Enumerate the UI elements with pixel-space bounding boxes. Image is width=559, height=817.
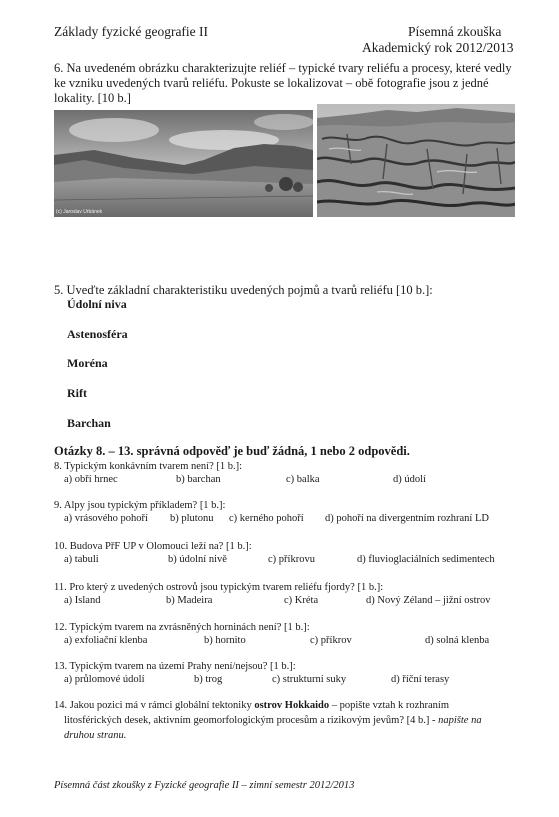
- q14-line-3: druhou stranu.: [64, 730, 127, 741]
- q13-option-c: c) strukturní suky: [272, 674, 347, 685]
- q10-option-d: d) fluvioglaciálních sedimentech: [357, 554, 495, 565]
- q14-line-2: [64, 715, 482, 726]
- header-course-title: Základy fyzické geografie II: [54, 24, 209, 39]
- q10-option-b: b) údolní nivě: [168, 554, 227, 565]
- q9-option-b: b) plutonu: [170, 513, 214, 524]
- q14-line-1: [54, 700, 449, 711]
- photo-credit: (c) Jaroslav Urbánek: [56, 209, 103, 215]
- page-footer: Písemná část zkoušky z Fyzické geografie II – zimní semestr 2012/2013: [54, 780, 355, 791]
- landscape-photo: [54, 110, 313, 217]
- q6-line-2: ke vzniku uvedených tvarů reliéfu. Pokuste se lokalizovat – obě fotografie jsou z jedné: [54, 76, 489, 90]
- section-heading: Otázky 8. – 13. správná odpověď je buď žádná, 1 nebo 2 odpovědi.: [54, 444, 410, 458]
- q11-option-a: a) Island: [64, 595, 101, 606]
- q11-option-b: b) Madeira: [166, 595, 213, 606]
- q10-option-c: c) příkrovu: [268, 554, 315, 565]
- q8-option-b: b) barchan: [176, 474, 221, 485]
- term-rift: Rift: [67, 386, 87, 400]
- header-academic-year: Akademický rok 2012/2013: [362, 40, 514, 55]
- q9-option-d: d) pohoří na divergentním rozhraní LD: [325, 513, 489, 524]
- q9-option-a: a) vrásového pohoří: [64, 513, 148, 524]
- header-exam-type: Písemná zkouška: [408, 24, 502, 39]
- q5-text: 5. Uveďte základní charakteristiku uvedených pojmů a tvarů reliéfu [10 b.]:: [54, 283, 433, 297]
- q14-hokkaido: ostrov Hokkaido: [254, 700, 330, 711]
- q11-text: 11. Pro který z uvedených ostrovů jsou typickým tvarem reliéfu fjordy? [1 b.]:: [54, 582, 384, 593]
- q12-option-a: a) exfoliační klenba: [64, 635, 148, 646]
- q10-text: 10. Budova PřF UP v Olomouci leží na? [1 b.]:: [54, 541, 252, 552]
- q8-text: 8. Typickým konkávním tvarem není? [1 b.]:: [54, 461, 243, 472]
- q11-option-d: d) Nový Zéland – jižní ostrov: [366, 595, 491, 606]
- q12-option-d: d) solná klenba: [425, 635, 490, 646]
- q9-text: 9. Alpy jsou typickým příkladem? [1 b.]:: [54, 500, 226, 511]
- q9-option-c: c) kerného pohoří: [229, 513, 304, 524]
- q6-line-3: lokality. [10 b.]: [54, 91, 131, 105]
- q10-option-a: a) tabuli: [64, 554, 99, 565]
- q8-option-c: c) balka: [286, 474, 320, 485]
- q14-instruction: napište na: [438, 715, 482, 726]
- term-barchan: Barchan: [67, 416, 111, 430]
- term-udolni-niva: Údolní niva: [67, 297, 127, 311]
- q13-text: 13. Typickým tvarem na území Prahy není/nejsou? [1 b.]:: [54, 661, 296, 672]
- q12-text: 12. Typickým tvarem na zvrásněných horninách není? [1 b.]:: [54, 622, 310, 633]
- q8-option-a: a) obří hrnec: [64, 474, 118, 485]
- term-morena: Moréna: [67, 356, 108, 370]
- term-astenosfera: Astenosféra: [67, 327, 128, 341]
- q14-line-2-start: litosférických desek, aktivním geomorfologickým procesům a rizikovým jevům? [4 b.] -: [64, 715, 439, 726]
- q8-option-d: d) údolí: [393, 474, 426, 485]
- q6-line-1: 6. Na uvedeném obrázku charakterizujte reliéf – typické tvary reliéfu a procesy, které vedly: [54, 61, 512, 75]
- karst-rock-photo: [317, 104, 515, 217]
- q14-line-1-start: 14. Jakou pozici má v rámci globální tektoniky: [54, 700, 255, 711]
- q12-option-b: b) hornito: [204, 635, 246, 646]
- q11-option-c: c) Kréta: [284, 595, 319, 606]
- q13-option-d: d) říční terasy: [391, 674, 450, 685]
- q13-option-a: a) průlomové údolí: [64, 674, 145, 685]
- q13-option-b: b) trog: [194, 674, 223, 685]
- q14-line-1-end: – popište vztah k rozhraním: [329, 700, 449, 711]
- q12-option-c: c) příkrov: [310, 635, 352, 646]
